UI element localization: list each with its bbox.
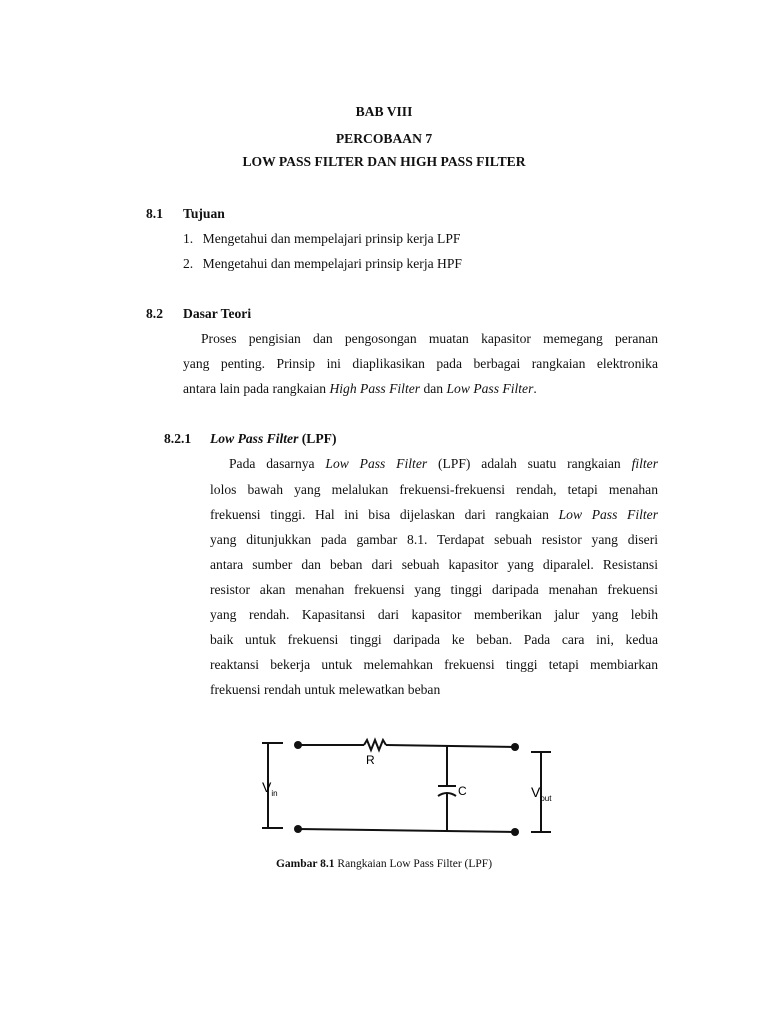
section-number-8-2: 8.2 [146, 306, 163, 321]
terminal-out-bottom [511, 828, 519, 836]
text-run: antara lain pada rangkaian [183, 381, 330, 396]
vin-subscript: in [271, 789, 278, 798]
list-item [183, 256, 462, 272]
vin-label [262, 779, 278, 798]
terminal-out-top [511, 743, 519, 751]
paragraph-line: lolos bawah yang melalukan frekuensi-frekuensi rendah, tetapi menahan [210, 482, 658, 497]
vout-main: V [531, 784, 541, 800]
bottom-wire [298, 829, 515, 832]
list-number: 2. [183, 256, 194, 271]
text-run: dan [420, 381, 447, 396]
text-run-italic: filter [631, 456, 658, 471]
list-number: 1. [183, 231, 194, 246]
text-run: (LPF) adalah suatu rangkaian [427, 456, 632, 471]
vin-main: V [262, 779, 272, 795]
heading-rest: (LPF) [298, 431, 337, 446]
section-number-8-2-1: 8.2.1 [164, 431, 192, 446]
heading-italic: Low Pass Filter [210, 431, 299, 446]
capacitor-plate-bottom [438, 793, 456, 796]
resistor-symbol [364, 740, 386, 750]
text-run: frekuensi tinggi. Hal ini bisa dijelaskan dari rangkaian [210, 507, 559, 522]
text-run-italic: High Pass Filter [329, 381, 421, 396]
paragraph-line: yang penting. Prinsip ini diaplikasikan pada berbagai rangkaian elektronika [183, 356, 658, 371]
paragraph-line: yang rendah. Kapasitansi dari kapasitor memberikan jalur yang lebih [210, 607, 658, 622]
paragraph-line: reaktansi bekerja untuk melemahkan frekuensi tinggi tetapi membiarkan [210, 657, 658, 672]
section-heading-lpf [210, 431, 337, 447]
terminal-in-top [294, 741, 302, 749]
chapter-label: BAB VIII [355, 104, 413, 119]
text-run: . [533, 381, 537, 396]
paragraph-line: Proses pengisian dan pengosongan muatan kapasitor memegang peranan [201, 331, 658, 346]
list-text: Mengetahui dan mempelajari prinsip kerja LPF [202, 231, 461, 246]
paragraph-line: frekuensi rendah untuk melewatkan beban [210, 682, 441, 697]
section-heading-tujuan: Tujuan [183, 206, 225, 221]
text-run-italic: Low Pass Filter [446, 381, 534, 396]
text-run-italic: Low Pass Filter [325, 456, 428, 471]
caption-text: Rangkaian Low Pass Filter (LPF) [334, 858, 493, 870]
top-wire-right [386, 745, 515, 747]
section-heading-dasar-teori: Dasar Teori [183, 306, 252, 321]
capacitor-label: C [458, 784, 467, 798]
list-text: Mengetahui dan mempelajari prinsip kerja HPF [202, 256, 462, 271]
text-run-italic: Low Pass Filter [558, 507, 658, 522]
experiment-label: PERCOBAAN 7 [335, 131, 433, 146]
caption-label: Gambar 8.1 [275, 858, 335, 870]
paragraph-line: yang ditunjukkan pada gambar 8.1. Terdapat sebuah resistor yang diseri [210, 532, 658, 547]
paragraph-line [210, 507, 658, 523]
vout-label [531, 784, 552, 803]
section-number-8-1: 8.1 [146, 206, 163, 221]
paragraph-line: baik untuk frekuensi tinggi daripada ke beban. Pada cara ini, kedua [210, 632, 658, 647]
terminal-in-bottom [294, 825, 302, 833]
resistor-label: R [366, 753, 375, 767]
paragraph-line [183, 381, 537, 397]
list-item [183, 231, 460, 247]
paragraph-line: resistor akan menahan frekuensi yang tinggi daripada menahan frekuensi [210, 582, 658, 597]
figure-caption [0, 858, 768, 870]
page-title: LOW PASS FILTER DAN HIGH PASS FILTER [242, 154, 526, 169]
paragraph-line: antara sumber dan beban dari sebuah kapasitor yang diparalel. Resistansi [210, 557, 658, 572]
text-run: Pada dasarnya [229, 456, 326, 471]
paragraph-line [229, 456, 658, 472]
vout-subscript: out [540, 794, 552, 803]
